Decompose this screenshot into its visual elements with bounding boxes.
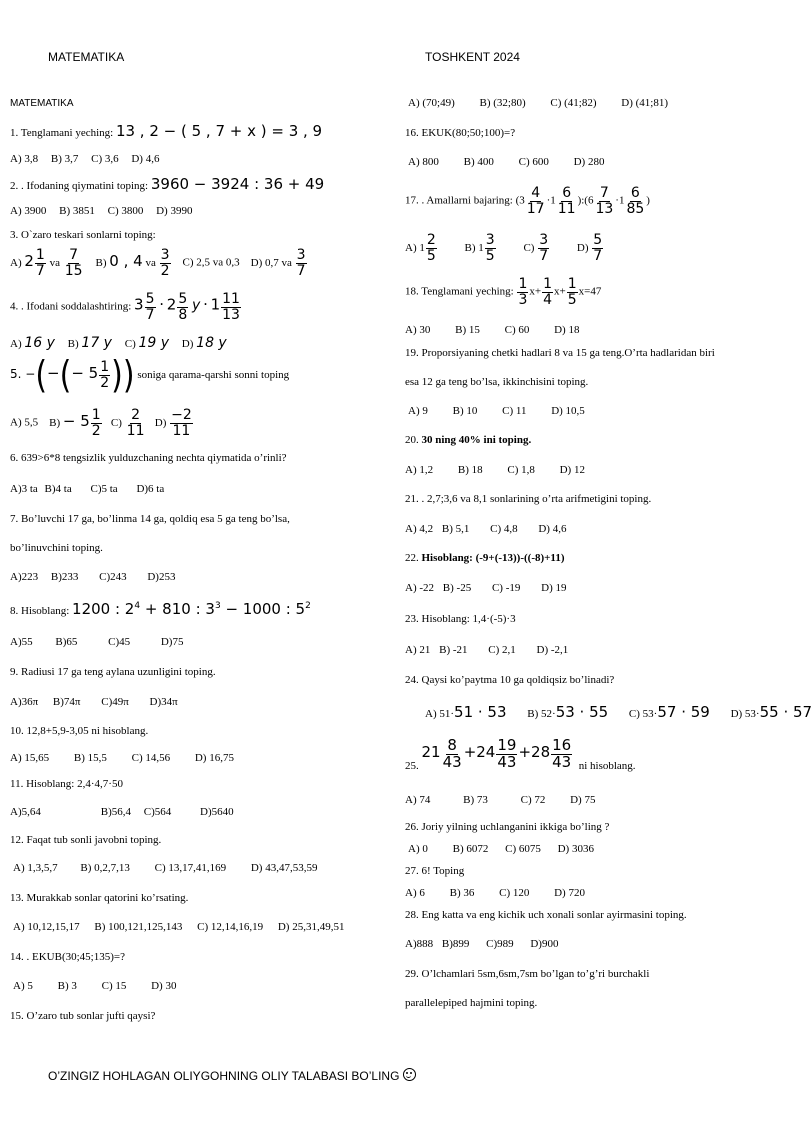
options-20 xyxy=(405,464,585,476)
question-text: 17. . Amallarni bajaring: (3 xyxy=(405,194,525,207)
fraction: $\frac{1}{7}$ xyxy=(35,247,45,279)
option-b: B) 17 y xyxy=(67,335,112,351)
option-a: A) -22 xyxy=(405,582,435,594)
footer-text: O’ZINGIZ HOHLAGAN OLIYGOHNING OLIY TALABASI BO’LING xyxy=(48,1069,400,1083)
question-10: 10. 12,8+5,9-3,05 ni hisoblang. xyxy=(10,725,149,737)
option-a: A) 51·51 · 53 xyxy=(425,703,507,721)
option-c: C) $\frac{2}{11}$ xyxy=(110,407,145,439)
question-25: 25. 21 $\frac{8}{43}$ +24 $\frac{19}{43}$ +28 $\frac{16}{43}$ ni hisoblang. xyxy=(405,736,636,772)
fraction: $\frac{1}{5}$ xyxy=(567,276,577,308)
question-24: 24. Qaysi ko’paytma 10 ga qoldiqsiz bo’linadi? xyxy=(405,674,615,686)
option-b: B) 0 , 4 va $\frac{3}{2}$ xyxy=(95,247,170,279)
fraction: $\frac{3}{7}$ xyxy=(539,232,549,264)
option-c: C) 3,6 xyxy=(91,153,119,165)
options-17 xyxy=(405,233,604,263)
option-d: D) 0,7 va $\frac{3}{7}$ xyxy=(250,247,306,279)
option-a: A) 5,5 xyxy=(10,416,39,429)
option-d: D)900 xyxy=(530,938,559,950)
question-23: 23. Hisoblang: 1,4·(-5)·3 xyxy=(405,613,516,625)
fraction: $\frac{16}{43}$ xyxy=(552,736,572,771)
option-c: C)45 xyxy=(108,636,131,648)
option-c: C) 2,1 xyxy=(488,644,516,656)
option-b: B)65 xyxy=(55,636,78,648)
option-a: A) 5 xyxy=(13,980,33,992)
option-a: A) 9 xyxy=(408,405,428,417)
option-d: D) $\frac{-2}{11}$ xyxy=(154,407,192,439)
fraction: $\frac{7}{15}$ xyxy=(64,247,83,279)
smiley-icon xyxy=(403,1068,416,1081)
option-d: D) 75 xyxy=(570,794,596,806)
question-11: 11. Hisoblang: 2,4·4,7·50 xyxy=(10,778,123,790)
question-17: 17. . Amallarni bajaring: (3 $\frac{4}{17}$ ·1 $\frac{6}{11}$ ):(6 $\frac{7}{13}$ ·1 $\frac{6}{85}$ ) xyxy=(405,185,650,217)
option-b: B) -25 xyxy=(442,582,472,594)
option-b: B) 3 xyxy=(57,980,77,992)
option-d: D)253 xyxy=(147,571,176,583)
options-7 xyxy=(10,571,175,583)
question-8: 8. Hisoblang: 1200 : $2^4 + 810$ : $3^3 - 1000$ : $5^2$ xyxy=(10,600,311,618)
option-b: B) -21 xyxy=(439,644,468,656)
option-b: B) 15,5 xyxy=(73,752,107,764)
question-text: soniga qarama-qarshi sonni toping xyxy=(137,369,290,382)
question-7-line-1: 7. Bo’luvchi 17 ga, bo’linma 14 ga, qoldiq esa 5 ga teng bo’lsa, xyxy=(10,513,290,525)
option-c: C) (41;82) xyxy=(550,97,597,109)
option-c: C) 600 xyxy=(518,156,549,168)
option-d: D) 30 xyxy=(151,980,177,992)
options-1 xyxy=(10,153,169,165)
question-29-line-1: 29. O’lchamlari 5sm,6sm,7sm bo’lgan to’g’ri burchakli xyxy=(405,968,650,980)
option-c: C)989 xyxy=(486,938,514,950)
option-b: B) (32;80) xyxy=(479,97,526,109)
fraction: $\frac{2}{11}$ xyxy=(126,407,145,439)
option-c: C) -19 xyxy=(491,582,521,594)
fraction: $\frac{1}{3}$ xyxy=(518,276,528,308)
option-b: B) 10 xyxy=(452,405,478,417)
option-c: C) 120 xyxy=(499,887,530,899)
option-d: D) 18 xyxy=(554,324,580,336)
options-9 xyxy=(10,696,178,708)
options-28 xyxy=(405,938,558,950)
options-6 xyxy=(10,483,164,495)
option-a: A)223 xyxy=(10,571,39,583)
question-19-line-2: esa 12 ga teng bo’lsa, ikkinchisini toping. xyxy=(405,376,589,388)
option-a: A) 0 xyxy=(408,843,428,855)
math-expression: 3960 − 3924 : 36 + 49 xyxy=(150,175,325,193)
question-16: 16. EKUK(80;50;100)=? xyxy=(405,127,516,139)
question-text: 8. Hisoblang: xyxy=(10,605,70,617)
option-c: C) 60 xyxy=(504,324,530,336)
option-a: A) 6 xyxy=(405,887,425,899)
question-18: 18. Tenglamani yeching: $\frac{1}{3}$ x+ $\frac{1}{4}$ x+ $\frac{1}{5}$ x=47 xyxy=(405,276,602,308)
option-b: B) 400 xyxy=(463,156,494,168)
option-b: B) 73 xyxy=(463,794,488,806)
options-10 xyxy=(10,752,234,764)
question-14: 14. . EKUB(30;45;135)=? xyxy=(10,951,125,963)
question-9: 9. Radiusi 17 ga teng aylana uzunligini toping. xyxy=(10,666,216,678)
option-c: C) 12,14,16,19 xyxy=(197,921,264,933)
question-22: 22. Hisoblang: (-9+(-13))-((-8)+11) xyxy=(405,552,565,564)
options-12 xyxy=(13,862,317,874)
option-b: B)899 xyxy=(441,938,470,950)
question-3: 3. O`zaro teskari sonlarni toping: xyxy=(10,229,156,241)
option-a: A) 800 xyxy=(408,156,439,168)
question-text: 4. . Ifodani soddalashtiring: xyxy=(10,300,132,313)
option-d: D) 43,47,53,59 xyxy=(250,862,318,874)
option-c: C) 11 xyxy=(502,405,527,417)
options-13 xyxy=(13,921,344,933)
question-4: 4. . Ifodani soddalashtiring: 3 $\frac{5}{7}$ · 2 $\frac{5}{8}$ y · 1 $\frac{11}{13}$ xyxy=(10,291,240,323)
option-b: B)74π xyxy=(52,696,81,708)
options-15 xyxy=(408,97,668,109)
question-text: 18. Tenglamani yeching: xyxy=(405,285,514,298)
header-right: TOSHKENT 2024 xyxy=(425,50,520,64)
option-b: B)233 xyxy=(50,571,79,583)
question-19-line-1: 19. Proporsiyaning chetki hadlari 8 va 15 ga teng.O’rta hadlaridan biri xyxy=(405,347,715,359)
option-b: B) 36 xyxy=(449,887,475,899)
option-d: D) 10,5 xyxy=(551,405,585,417)
section-title: MATEMATIKA xyxy=(10,98,74,109)
option-d: D) 19 xyxy=(541,582,567,594)
option-b: B) 5,1 xyxy=(441,523,470,535)
option-b: B) 18 xyxy=(457,464,483,476)
fraction: $\frac{5}{7}$ xyxy=(145,291,155,323)
option-a: A)36π xyxy=(10,696,39,708)
fraction: $\frac{1}{4}$ xyxy=(543,276,553,308)
option-a: A) 3900 xyxy=(10,205,47,217)
option-b: B) 52·53 · 55 xyxy=(527,703,609,721)
question-20: 20. 30 ning 40% ini toping. xyxy=(405,434,532,446)
fraction: $\frac{3}{7}$ xyxy=(296,247,306,279)
fraction: $\frac{5}{8}$ xyxy=(178,291,188,323)
header-left: MATEMATIKA xyxy=(48,50,125,64)
option-d: D) 3036 xyxy=(557,843,594,855)
option-d: D) 3990 xyxy=(156,205,193,217)
question-28: 28. Eng katta va eng kichik uch xonali sonlar ayirmasini toping. xyxy=(405,909,687,921)
fraction: $\frac{8}{43}$ xyxy=(442,736,462,771)
question-1 xyxy=(10,122,322,140)
fraction: $\frac{11}{13}$ xyxy=(222,291,240,323)
fraction: $\frac{1}{2}$ xyxy=(100,359,110,391)
option-a: A)3 ta xyxy=(10,483,38,495)
option-d: D) 18 y xyxy=(181,335,227,351)
option-a: A) (70;49) xyxy=(408,97,455,109)
option-a: A) 4,2 xyxy=(405,523,434,535)
option-b: B)56,4 xyxy=(100,806,131,818)
option-a: A)55 xyxy=(10,636,33,648)
question-29-line-2: parallelepiped hajmini toping. xyxy=(405,997,538,1009)
option-c: C) 14,56 xyxy=(131,752,171,764)
option-b: B) 100,121,125,143 xyxy=(94,921,183,933)
option-d: D) 4,6 xyxy=(131,153,160,165)
option-a: A) 1 $\frac{2}{5}$ xyxy=(405,232,436,264)
question-12: 12. Faqat tub sonli javobni toping. xyxy=(10,834,162,846)
option-d: D) 4,6 xyxy=(538,523,567,535)
fraction: $\frac{3}{2}$ xyxy=(160,247,170,279)
fraction: $\frac{5}{7}$ xyxy=(593,232,603,264)
option-a: A) 21 xyxy=(405,644,431,656)
question-7-line-2: bo’linuvchini toping. xyxy=(10,542,103,554)
option-d: D) 16,75 xyxy=(194,752,234,764)
question-26: 26. Joriy yilning uchlanganini ikkiga bo’ling ? xyxy=(405,821,610,833)
option-d: D) (41;81) xyxy=(621,97,669,109)
options-25 xyxy=(405,794,595,806)
option-d: D) 53·55 · 57 xyxy=(730,703,812,721)
option-a: A) 30 xyxy=(405,324,431,336)
fraction: $\frac{6}{85}$ xyxy=(626,185,645,217)
option-d: D) 12 xyxy=(559,464,585,476)
options-26 xyxy=(408,843,594,855)
option-b: B) 15 xyxy=(455,324,480,336)
option-c: C) 15 xyxy=(101,980,127,992)
option-a: A) 2 $\frac{1}{7}$ va $\frac{7}{15}$ xyxy=(10,247,83,279)
option-c: C)243 xyxy=(99,571,127,583)
fraction: $\frac{1}{2}$ xyxy=(91,407,101,439)
option-d: D) -2,1 xyxy=(536,644,569,656)
option-c: C)5 ta xyxy=(90,483,118,495)
question-6: 6. 639>6*8 tengsizlik yulduzchaning nechta qiymatida o’rinli? xyxy=(10,452,287,464)
options-23 xyxy=(405,644,568,656)
option-d: D)5640 xyxy=(200,806,234,818)
option-d: D) 280 xyxy=(573,156,605,168)
option-a: A) 1,3,5,7 xyxy=(13,862,58,874)
options-3 xyxy=(10,248,308,278)
options-18 xyxy=(405,324,579,336)
math-expression: 13 , 2 − ( 5 , 7 + x ) = 3 , 9 xyxy=(115,122,323,140)
question-21: 21. . 2,7;3,6 va 8,1 sonlarining o’rta arifmetigini toping. xyxy=(405,493,652,505)
option-a: A) 15,65 xyxy=(10,752,50,764)
options-27 xyxy=(405,887,585,899)
option-c: C) 1,8 xyxy=(507,464,535,476)
option-a: A)888 xyxy=(405,938,434,950)
option-c: C)49π xyxy=(101,696,129,708)
option-c: C) 6075 xyxy=(505,843,541,855)
options-2 xyxy=(10,205,202,217)
option-a: A) 1,2 xyxy=(405,464,434,476)
option-b: B) 1 $\frac{3}{5}$ xyxy=(464,232,495,264)
fraction: $\frac{-2}{11}$ xyxy=(171,407,192,439)
option-c: C) $\frac{3}{7}$ xyxy=(523,232,549,264)
option-b: B) 6072 xyxy=(452,843,489,855)
fraction: $\frac{6}{11}$ xyxy=(557,185,576,217)
options-21 xyxy=(405,523,566,535)
question-27: 27. 6! Toping xyxy=(405,865,465,877)
options-14 xyxy=(13,980,176,992)
option-c: C) 2,5 va 0,3 xyxy=(182,256,240,269)
fraction: $\frac{4}{17}$ xyxy=(526,185,545,217)
fraction: $\frac{7}{13}$ xyxy=(595,185,614,217)
option-a: A) 3,8 xyxy=(10,153,39,165)
option-b: B) 3,7 xyxy=(50,153,79,165)
question-13: 13. Murakkab sonlar qatorini ko’rsating. xyxy=(10,892,189,904)
options-8 xyxy=(10,636,183,648)
question-text: 2. . Ifodaning qiymatini toping: xyxy=(10,180,149,192)
option-c: C) 3800 xyxy=(107,205,144,217)
option-b: B) 0,2,7,13 xyxy=(80,862,130,874)
question-2 xyxy=(10,175,324,193)
option-d: D) $\frac{5}{7}$ xyxy=(576,232,603,264)
option-d: D)75 xyxy=(160,636,184,648)
option-b: B)4 ta xyxy=(44,483,72,495)
question-15: 15. O’zaro tub sonlar jufti qaysi? xyxy=(10,1010,156,1022)
option-d: D)34π xyxy=(149,696,178,708)
options-11 xyxy=(10,806,234,818)
option-c: C) 13,17,41,169 xyxy=(154,862,227,874)
option-c: C) 19 y xyxy=(124,335,170,351)
fraction: $\frac{19}{43}$ xyxy=(497,736,517,771)
option-d: D) 720 xyxy=(554,887,585,899)
option-c: C)564 xyxy=(143,806,172,818)
question-5: 5. −(−(− 5 $\frac{1}{2}$ )) soniga qarama-qarshi sonni toping xyxy=(10,353,290,398)
option-a: A) 10,12,15,17 xyxy=(13,921,80,933)
option-a: A) 16 y xyxy=(10,335,55,351)
footer-message xyxy=(48,1068,416,1083)
options-24 xyxy=(425,703,812,721)
option-b: B) − 5 $\frac{1}{2}$ xyxy=(49,407,101,439)
option-d: D) 25,31,49,51 xyxy=(277,921,345,933)
fraction: $\frac{3}{5}$ xyxy=(485,232,495,264)
question-text: 1. Tenglamani yeching: xyxy=(10,127,114,139)
options-16 xyxy=(408,156,604,168)
options-19 xyxy=(408,405,585,417)
options-5 xyxy=(10,408,194,438)
option-a: A)5,64 xyxy=(10,806,41,818)
option-a: A) 74 xyxy=(405,794,431,806)
options-4 xyxy=(10,335,237,351)
option-d: D)6 ta xyxy=(136,483,165,495)
options-22 xyxy=(405,582,566,594)
option-b: B) 3851 xyxy=(59,205,95,217)
fraction: $\frac{2}{5}$ xyxy=(426,232,436,264)
option-c: C) 4,8 xyxy=(490,523,518,535)
option-c: C) 72 xyxy=(520,794,546,806)
option-c: C) 53·57 · 59 xyxy=(628,703,710,721)
